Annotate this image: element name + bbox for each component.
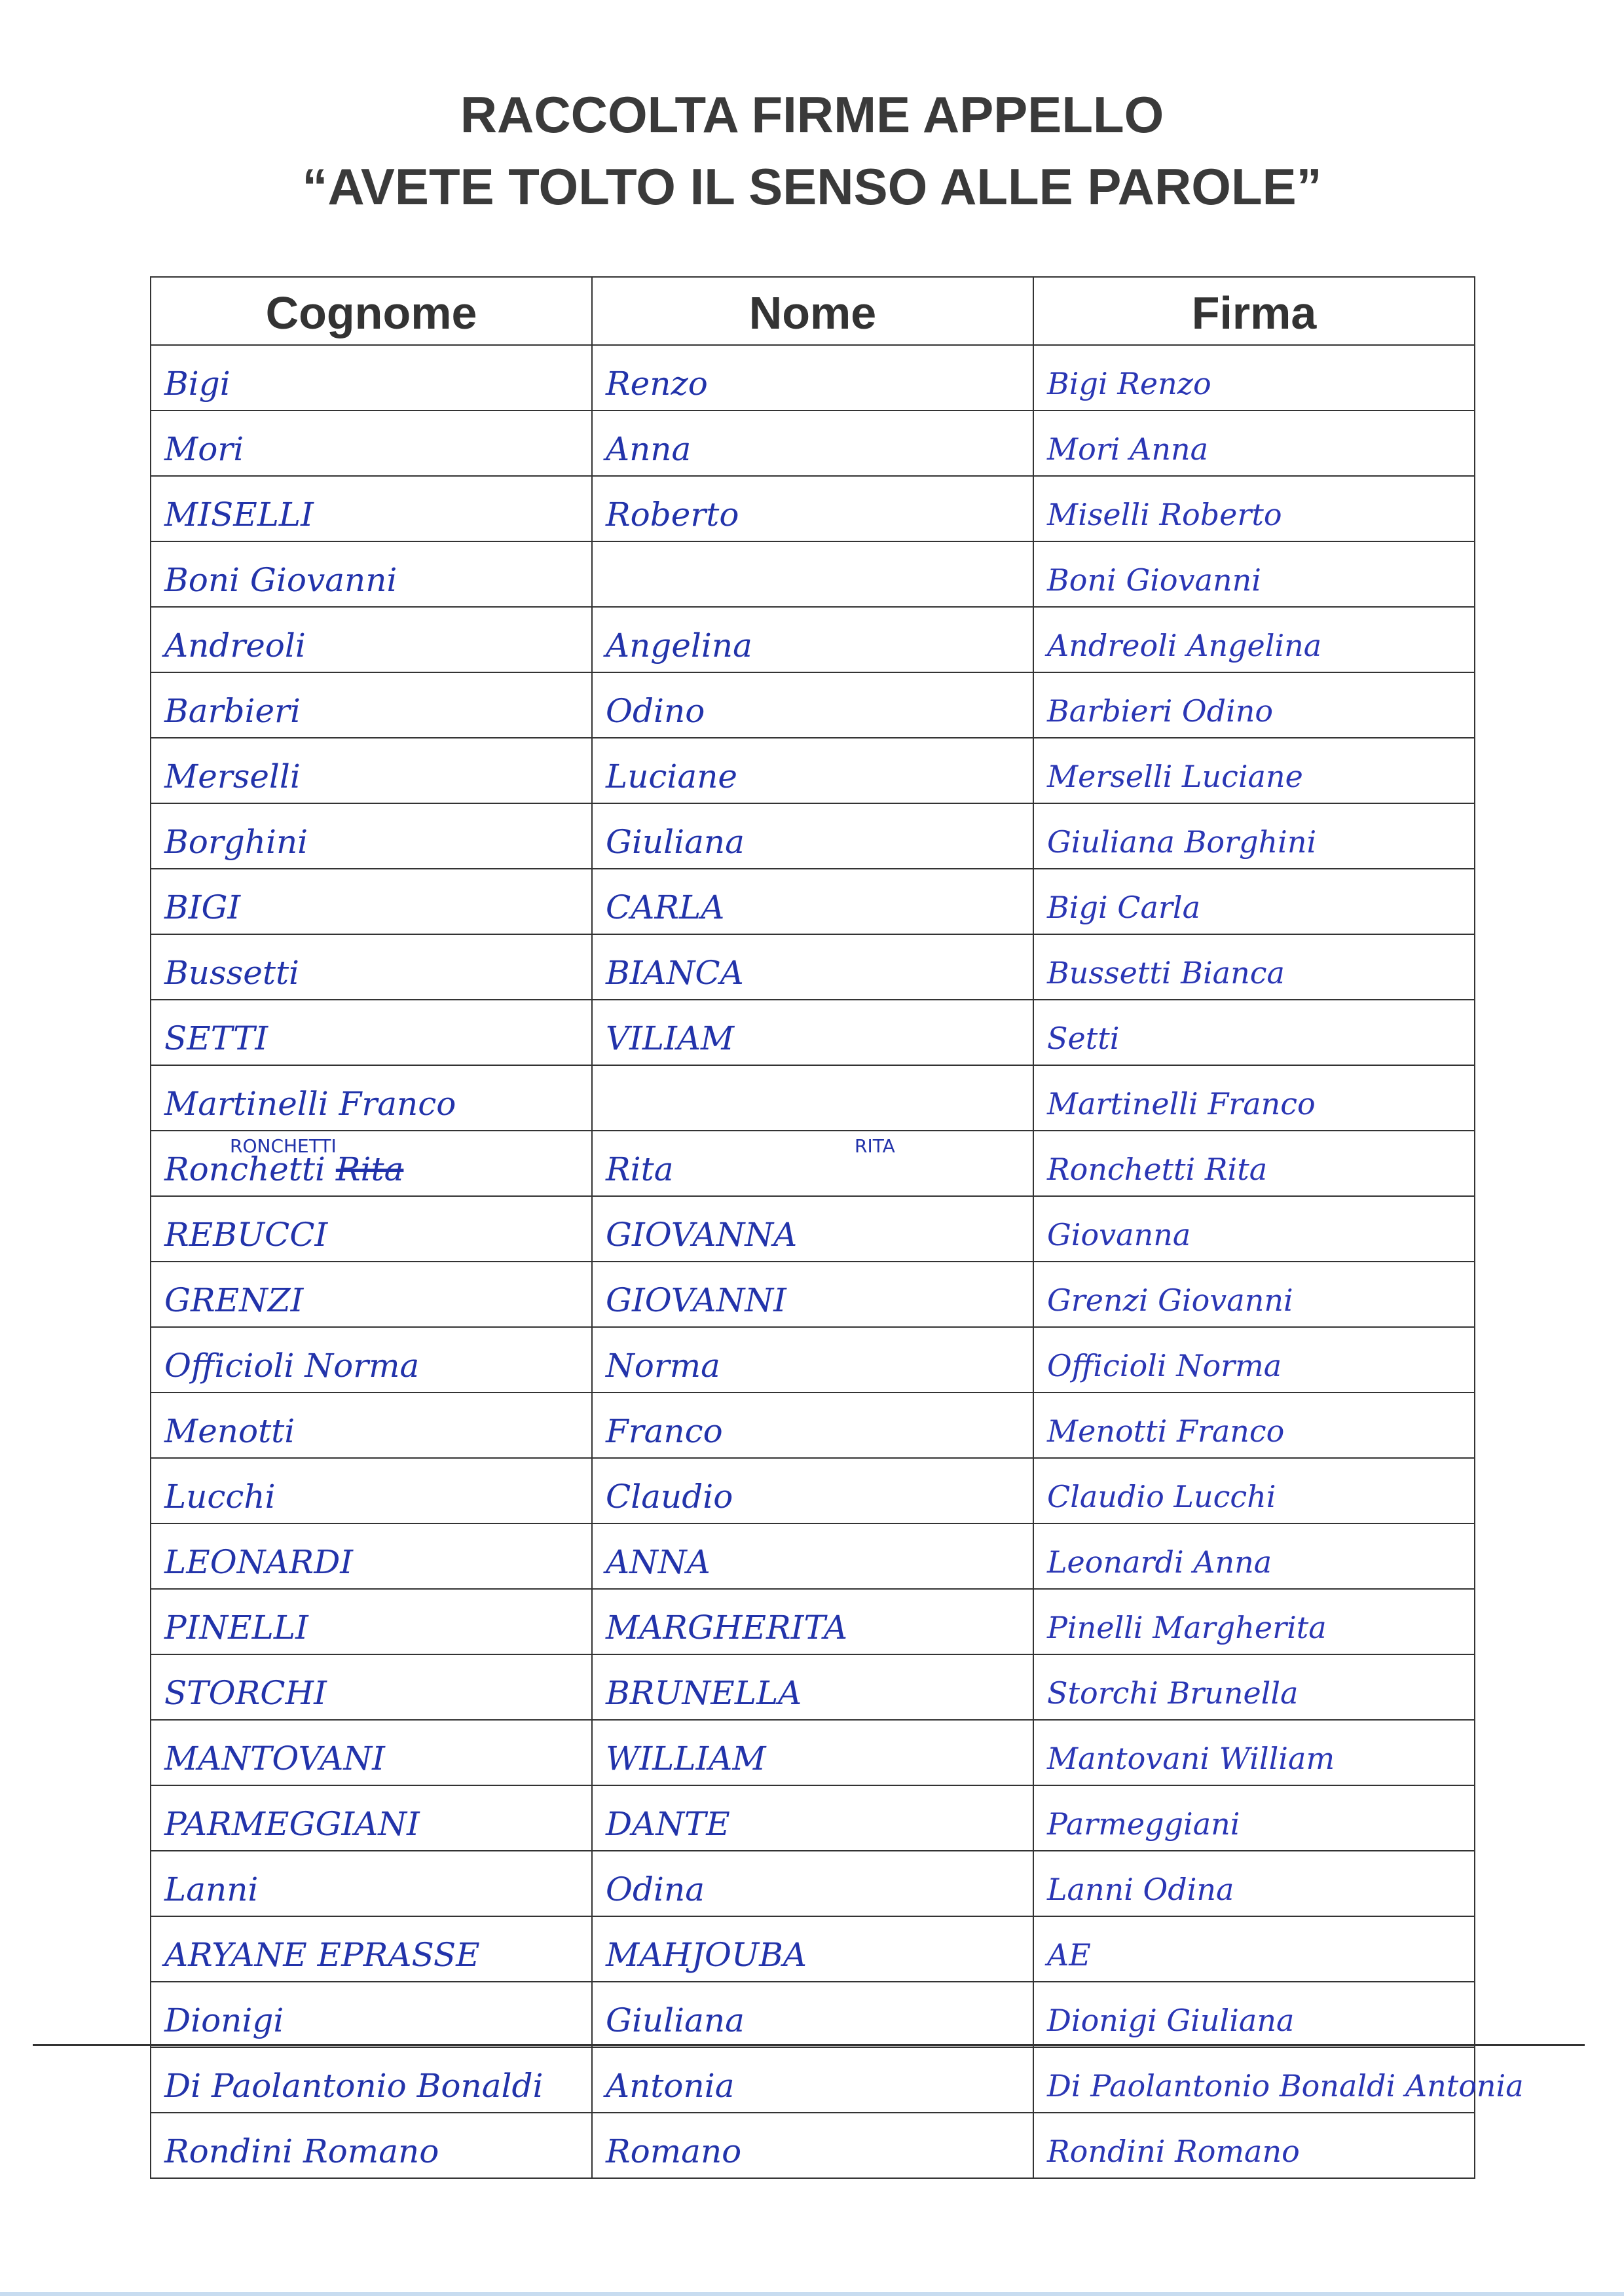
- cognome-text: Borghini: [164, 823, 308, 861]
- firma-cell: [1033, 672, 1475, 738]
- cognome-cell: [151, 934, 592, 1000]
- firma-cell: [1033, 1982, 1475, 2047]
- cognome-text: SETTI: [164, 1019, 268, 1057]
- nome-text: BRUNELLA: [606, 1674, 802, 1712]
- firma-cell: [1033, 1654, 1475, 1720]
- nome-text: GIOVANNA: [606, 1216, 798, 1254]
- nome-text: Renzo: [606, 365, 708, 403]
- cognome-text: Rondini Romano: [164, 2132, 439, 2170]
- nome-cell: [592, 1196, 1033, 1262]
- firma-cell: [1033, 803, 1475, 869]
- nome-cell: [592, 672, 1033, 738]
- table-row: [151, 934, 1475, 1000]
- table-row: [151, 1982, 1475, 2047]
- cognome-text: Bigi: [164, 365, 231, 403]
- firma-signature: Ronchetti Rita: [1047, 1152, 1268, 1187]
- nome-text: ANNA: [606, 1543, 710, 1581]
- firma-cell: [1033, 738, 1475, 803]
- cognome-cell: [151, 1785, 592, 1851]
- cognome-text: Martinelli Franco: [164, 1085, 456, 1123]
- nome-cell: [592, 1327, 1033, 1393]
- cognome-text: Menotti: [164, 1412, 295, 1450]
- cognome-text: Officioli Norma: [164, 1347, 420, 1385]
- firma-cell: [1033, 1720, 1475, 1785]
- nome-cell: [592, 345, 1033, 410]
- cognome-cell: [151, 1982, 592, 2047]
- nome-cell: [592, 1720, 1033, 1785]
- cognome-cell: [151, 607, 592, 672]
- firma-signature: Merselli Luciane: [1047, 759, 1303, 794]
- nome-cell: [592, 1654, 1033, 1720]
- header-nome: Nome: [592, 277, 1033, 345]
- firma-signature: Dionigi Giuliana: [1047, 2003, 1295, 2038]
- firma-cell: [1033, 1327, 1475, 1393]
- firma-cell: [1033, 869, 1475, 934]
- table-row: [151, 476, 1475, 541]
- firma-cell: [1033, 1131, 1475, 1196]
- firma-cell: [1033, 2047, 1524, 2113]
- firma-cell: [1033, 476, 1475, 541]
- table-row: [151, 672, 1475, 738]
- nome-text: Franco: [606, 1412, 723, 1450]
- nome-text: WILLIAM: [606, 1740, 766, 1777]
- nome-cell: [592, 1065, 1033, 1131]
- nome-text: Giuliana: [606, 2001, 745, 2039]
- cognome-text: Bussetti: [164, 954, 300, 992]
- firma-signature: Officioli Norma: [1047, 1348, 1282, 1383]
- nome-cell: [592, 934, 1033, 1000]
- firma-signature: Setti: [1047, 1021, 1120, 1056]
- nome-text: Roberto: [606, 496, 739, 534]
- cognome-cell: [151, 345, 592, 410]
- cognome-text: LEONARDI: [164, 1543, 354, 1581]
- firma-cell: [1033, 541, 1475, 607]
- cognome-cell: [151, 1393, 592, 1458]
- nome-text: MAHJOUBA: [606, 1936, 807, 1974]
- firma-signature: Lanni Odina: [1047, 1872, 1234, 1907]
- cognome-cell: [151, 476, 592, 541]
- cognome-cell: [151, 1720, 592, 1785]
- nome-text: Luciane: [606, 757, 738, 795]
- signature-table: [150, 276, 1524, 2179]
- nome-text: Antonia: [606, 2067, 735, 2105]
- table-header-row: [151, 277, 1475, 345]
- nome-text: Romano: [606, 2132, 742, 2170]
- firma-signature: Bigi Carla: [1047, 890, 1201, 925]
- horizontal-rule: [33, 2044, 1585, 2046]
- table-row: [151, 1000, 1475, 1065]
- firma-cell: [1033, 1000, 1475, 1065]
- table-row: [151, 1327, 1475, 1393]
- cognome-cell: [151, 1589, 592, 1654]
- nome-cell: [592, 1393, 1033, 1458]
- nome-text: GIOVANNI: [606, 1281, 786, 1319]
- firma-cell: [1033, 934, 1475, 1000]
- nome-text: Claudio: [606, 1478, 733, 1516]
- firma-cell: [1033, 607, 1475, 672]
- nome-annotation: RITA: [855, 1135, 895, 1157]
- table-row: [151, 1131, 1475, 1196]
- firma-signature: Menotti Franco: [1047, 1413, 1285, 1449]
- nome-cell: [592, 1916, 1033, 1982]
- firma-signature: Parmeggiani: [1047, 1806, 1240, 1842]
- title-line-2: “AVETE TOLTO IL SENSO ALLE PAROLE”: [302, 158, 1322, 215]
- table-row: [151, 1589, 1475, 1654]
- cognome-cell: [151, 2113, 592, 2178]
- firma-cell: [1033, 1458, 1475, 1523]
- table-row: [151, 541, 1475, 607]
- firma-cell: [1033, 1785, 1475, 1851]
- cognome-text: Lucchi: [164, 1478, 276, 1516]
- cognome-cell: [151, 803, 592, 869]
- nome-cell: [592, 2113, 1033, 2178]
- cognome-cell: [151, 1851, 592, 1916]
- firma-signature: Grenzi Giovanni: [1047, 1283, 1293, 1318]
- nome-text: BIANCA: [606, 954, 744, 992]
- table-body: [151, 345, 1524, 2178]
- scan-edge: [0, 2292, 1624, 2296]
- table-row: [151, 1262, 1475, 1327]
- firma-signature: Bigi Renzo: [1047, 366, 1211, 401]
- nome-cell: [592, 869, 1033, 934]
- header-cognome: Cognome: [151, 277, 592, 345]
- table-row: [151, 1393, 1475, 1458]
- cognome-cell: [151, 541, 592, 607]
- cognome-cell: [151, 672, 592, 738]
- nome-cell: [592, 1458, 1033, 1523]
- cognome-text: Ronchetti: [164, 1150, 325, 1188]
- cognome-cell: [151, 1262, 592, 1327]
- cognome-cell: [151, 1458, 592, 1523]
- table-row: [151, 1720, 1475, 1785]
- cognome-cell: [151, 1131, 592, 1196]
- table-row: [151, 1916, 1475, 1982]
- nome-text: Norma: [606, 1347, 720, 1385]
- firma-cell: [1033, 1851, 1475, 1916]
- firma-signature: Pinelli Margherita: [1047, 1610, 1327, 1645]
- firma-signature: Di Paolantonio Bonaldi Antonia: [1047, 2068, 1524, 2104]
- table-row: [151, 803, 1475, 869]
- nome-cell: [592, 410, 1033, 476]
- cognome-cell: [151, 1065, 592, 1131]
- nome-cell: [592, 1523, 1033, 1589]
- cognome-cell: [151, 738, 592, 803]
- nome-text: Giuliana: [606, 823, 745, 861]
- firma-signature: Claudio Lucchi: [1047, 1479, 1276, 1514]
- nome-text: Odino: [606, 692, 705, 730]
- cognome-cell: [151, 1523, 592, 1589]
- nome-text: CARLA: [606, 888, 725, 926]
- firma-signature: Barbieri Odino: [1047, 693, 1274, 729]
- firma-signature: Martinelli Franco: [1047, 1086, 1316, 1121]
- firma-cell: [1033, 1916, 1475, 1982]
- cognome-cell: [151, 1916, 592, 1982]
- firma-cell: [1033, 1393, 1475, 1458]
- nome-cell: [592, 1851, 1033, 1916]
- cognome-text: PARMEGGIANI: [164, 1805, 420, 1843]
- firma-cell: [1033, 1262, 1475, 1327]
- table-row: [151, 607, 1475, 672]
- cognome-cell: [151, 869, 592, 934]
- header-firma: Firma: [1033, 277, 1475, 345]
- cognome-text: Barbieri: [164, 692, 301, 730]
- nome-cell: [592, 1982, 1033, 2047]
- nome-text: Rita: [606, 1150, 674, 1188]
- cognome-cell: [151, 1327, 592, 1393]
- table-row: [151, 345, 1475, 410]
- nome-cell: [592, 738, 1033, 803]
- firma-signature: Andreoli Angelina: [1047, 628, 1322, 663]
- nome-text: DANTE: [606, 1805, 730, 1843]
- nome-text: Odina: [606, 1870, 705, 1908]
- cognome-cell: [151, 1196, 592, 1262]
- table-row: [151, 1851, 1475, 1916]
- cognome-cell: [151, 1000, 592, 1065]
- cognome-cell: [151, 2047, 592, 2113]
- cognome-text: MANTOVANI: [164, 1740, 385, 1777]
- firma-signature: Mantovani William: [1047, 1741, 1335, 1776]
- table-row: [151, 1785, 1475, 1851]
- table-row: [151, 2047, 1475, 2113]
- cognome-text: GRENZI: [164, 1281, 304, 1319]
- firma-signature: AE: [1047, 1937, 1091, 1973]
- cognome-text: MISELLI: [164, 496, 314, 534]
- cognome-text: REBUCCI: [164, 1216, 328, 1254]
- nome-cell: [592, 2047, 1033, 2113]
- table-row: [151, 1523, 1475, 1589]
- nome-cell: [592, 1785, 1033, 1851]
- page-title: [0, 79, 1624, 223]
- cognome-text: Mori: [164, 430, 244, 468]
- firma-signature: Mori Anna: [1047, 431, 1209, 467]
- nome-cell: [592, 476, 1033, 541]
- cognome-text: PINELLI: [164, 1609, 308, 1647]
- firma-cell: [1033, 1065, 1475, 1131]
- firma-signature: Giuliana Borghini: [1047, 824, 1317, 860]
- firma-cell: [1033, 2113, 1475, 2178]
- nome-cell: [592, 1131, 1033, 1196]
- firma-cell: [1033, 410, 1475, 476]
- nome-text: Anna: [606, 430, 692, 468]
- nome-cell: [592, 803, 1033, 869]
- firma-signature: Boni Giovanni: [1047, 562, 1261, 598]
- cognome-cell: [151, 410, 592, 476]
- cognome-text: Di Paolantonio Bonaldi: [164, 2067, 544, 2105]
- table-row: [151, 1196, 1475, 1262]
- table-row: [151, 2113, 1475, 2178]
- nome-text: Angelina: [606, 627, 752, 665]
- nome-text: VILIAM: [606, 1019, 735, 1057]
- firma-cell: [1033, 1196, 1475, 1262]
- nome-cell: [592, 607, 1033, 672]
- firma-cell: [1033, 345, 1475, 410]
- cognome-text: Dionigi: [164, 2001, 284, 2039]
- nome-cell: [592, 541, 1033, 607]
- table-row: [151, 1654, 1475, 1720]
- table-row: [151, 1065, 1475, 1131]
- cognome-text: Boni Giovanni: [164, 561, 397, 599]
- table-row: [151, 1458, 1475, 1523]
- table-row: [151, 738, 1475, 803]
- firma-cell: [1033, 1589, 1475, 1654]
- firma-signature: Leonardi Anna: [1047, 1544, 1272, 1580]
- table-row: [151, 869, 1475, 934]
- cognome-annotation: RONCHETTI: [230, 1135, 337, 1157]
- table-row: [151, 410, 1475, 476]
- firma-signature: Bussetti Bianca: [1047, 955, 1285, 991]
- nome-cell: [592, 1589, 1033, 1654]
- nome-cell: [592, 1000, 1033, 1065]
- firma-signature: Storchi Brunella: [1047, 1675, 1299, 1711]
- firma-cell: [1033, 1523, 1475, 1589]
- nome-text: MARGHERITA: [606, 1609, 848, 1647]
- firma-signature: Giovanna: [1047, 1217, 1191, 1252]
- firma-signature: Miselli Roberto: [1047, 497, 1282, 532]
- struck-text: Rita: [335, 1150, 404, 1188]
- cognome-text: Lanni: [164, 1870, 259, 1908]
- cognome-text: Andreoli: [164, 627, 306, 665]
- cognome-cell: [151, 1654, 592, 1720]
- cognome-text: ARYANE EPRASSE: [164, 1936, 480, 1974]
- title-line-1: RACCOLTA FIRME APPELLO: [460, 86, 1164, 143]
- firma-signature: Rondini Romano: [1047, 2134, 1300, 2169]
- cognome-text: STORCHI: [164, 1674, 327, 1712]
- nome-cell: [592, 1262, 1033, 1327]
- cognome-text: Merselli: [164, 757, 301, 795]
- cognome-text: BIGI: [164, 888, 241, 926]
